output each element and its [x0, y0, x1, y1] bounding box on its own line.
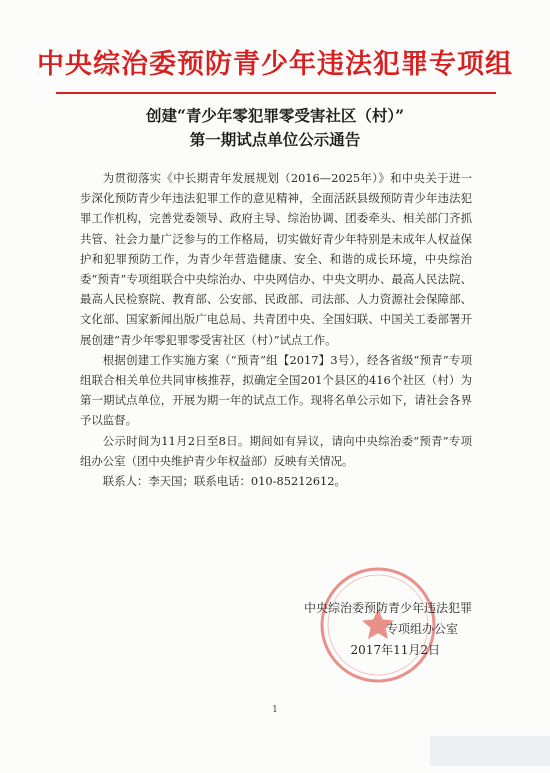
body-paragraph-1: 为贯彻落实《中长期青年发展规划（2016—2025年）》和中央关于进一步深化预防青少年违法犯罪工作的意见精神，全面活跃县级预防青少年违法犯罪工作机构，完善党委领导、政府主导、综治协调、团委牵头、相关部门齐抓共管、社会力量广泛参与的工作格局，切实做好青少年特别是未成年人权益保护和犯罪预防工作，为青少年营造健康、安全、和谐的成长环境，中央综治委“预青”专项组联合中央综治办、中央网信办、中央文明办、最高人民法院、最高人民检察院、教育部、公安部、民政部、司法部、人力资源社会保障部、文化部、国家新闻出版广电总局、共青团中央、全国妇联、中国关工委部署开展创建“青少年零犯罪零受害社区（村）”试点工作。 — [80, 171, 472, 347]
signature-office: 专项组办公室 — [385, 622, 458, 636]
body-paragraph-3: 公示时间为11月2日至8日。期间如有异议，请向中央综治委“预青”专项组办公室（团中央维护青少年权益部）反映有关情况。 — [80, 433, 472, 468]
page-number: 1 — [272, 705, 278, 715]
masthead-divider — [56, 92, 496, 94]
notice-body — [80, 168, 472, 491]
notice-title-line2: 第一期试点单位公示通告 — [189, 130, 361, 149]
watermark-overlay — [430, 736, 550, 766]
signature-org: 中央综治委预防青少年违法犯罪 — [303, 601, 472, 615]
body-paragraph-2: 根据创建工作实施方案（“预青”组【2017】3号），经各省级“预青”专项组联合相关单位共同审核推荐，拟确定全国201个县区的416个社区（村）为第一期试点单位，开展为期一年的试点工作。现将名单公示如下，请社会各界予以监督。 — [80, 352, 472, 428]
body-paragraph-4: 联系人：李天国；联系电话：010-85212612。 — [102, 474, 346, 489]
masthead-title: 中央综治委预防青少年违法犯罪专项组 — [37, 49, 513, 80]
signature-date: 2017年11月2日 — [350, 643, 440, 657]
notice-title-line1: 创建“青少年零犯罪零受害社区（村）” — [145, 106, 405, 125]
